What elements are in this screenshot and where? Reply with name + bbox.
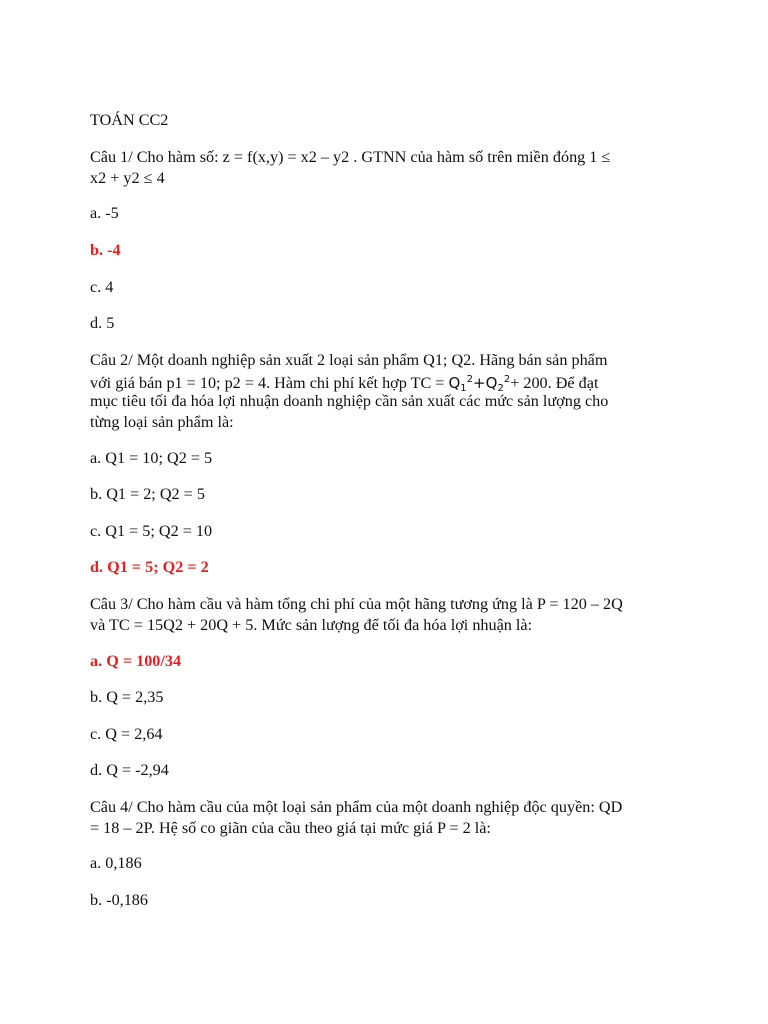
- q3-option-d: d. Q = -2,94: [90, 761, 169, 779]
- q1-text-line-1: Câu 1/ Cho hàm số: z = f(x,y) = x2 – y2 . GTNN của hàm số trên miền đóng 1 ≤: [90, 148, 611, 166]
- q2-text-line-2-start: với giá bán p1 = 10; p2 = 4. Hàm chi phí kết hợp TC =: [90, 374, 449, 392]
- formula-q1-superscript: 2: [466, 374, 474, 385]
- q4-text-line-1: Câu 4/ Cho hàm cầu của một loại sản phẩm của một doanh nghiệp độc quyền: QD: [90, 798, 623, 816]
- formula-plus: +: [473, 374, 486, 392]
- q2-option-b: b. Q1 = 2; Q2 = 5: [90, 485, 205, 503]
- q1-option-d: d. 5: [90, 314, 115, 332]
- q2-text-line-2-end: + 200. Để đạt: [510, 374, 599, 392]
- q4-text-line-2: = 18 – 2P. Hệ số co giãn của cầu theo giá tại mức giá P = 2 là:: [90, 819, 491, 837]
- q4-option-a: a. 0,186: [90, 854, 142, 872]
- q2-text-line-4: từng loại sản phẩm là:: [90, 413, 234, 431]
- q2-text-line-1: Câu 2/ Một doanh nghiệp sản xuất 2 loại sản phẩm Q1; Q2. Hãng bán sản phẩm: [90, 351, 608, 369]
- q3-option-c: c. Q = 2,64: [90, 725, 163, 743]
- formula-q2-superscript: 2: [503, 374, 511, 385]
- q2-option-c: c. Q1 = 5; Q2 = 10: [90, 522, 213, 540]
- q2-option-a: a. Q1 = 10; Q2 = 5: [90, 449, 213, 467]
- q1-option-a: a. -5: [90, 204, 119, 222]
- q2-cost-formula: [448, 374, 510, 392]
- q2-text-line-3: mục tiêu tối đa hóa lợi nhuận doanh nghiệp cần sản xuất các mức sản lượng cho: [90, 392, 609, 410]
- doc-title: TOÁN CC2: [90, 111, 169, 129]
- formula-q2-subscript: 2: [497, 383, 504, 394]
- q3-text-line-2: và TC = 15Q2 + 20Q + 5. Mức sản lượng để tối đa hóa lợi nhuận là:: [90, 616, 533, 634]
- q3-option-a-correct: a. Q = 100/34: [90, 652, 182, 670]
- q1-option-c: c. 4: [90, 278, 114, 296]
- q4-option-b: b. -0,186: [90, 891, 148, 909]
- q2-option-d-correct: d. Q1 = 5; Q2 = 2: [90, 558, 209, 576]
- q3-option-b: b. Q = 2,35: [90, 688, 164, 706]
- q3-text-line-1: Câu 3/ Cho hàm cầu và hàm tổng chi phí của một hãng tương ứng là P = 120 – 2Q: [90, 595, 623, 613]
- formula-q2: Q: [485, 374, 498, 392]
- q1-option-b-correct: b. -4: [90, 241, 121, 259]
- q1-text-line-2: x2 + y2 ≤ 4: [90, 169, 165, 187]
- formula-q1-subscript: 1: [460, 383, 467, 394]
- formula-q1: Q: [448, 374, 461, 392]
